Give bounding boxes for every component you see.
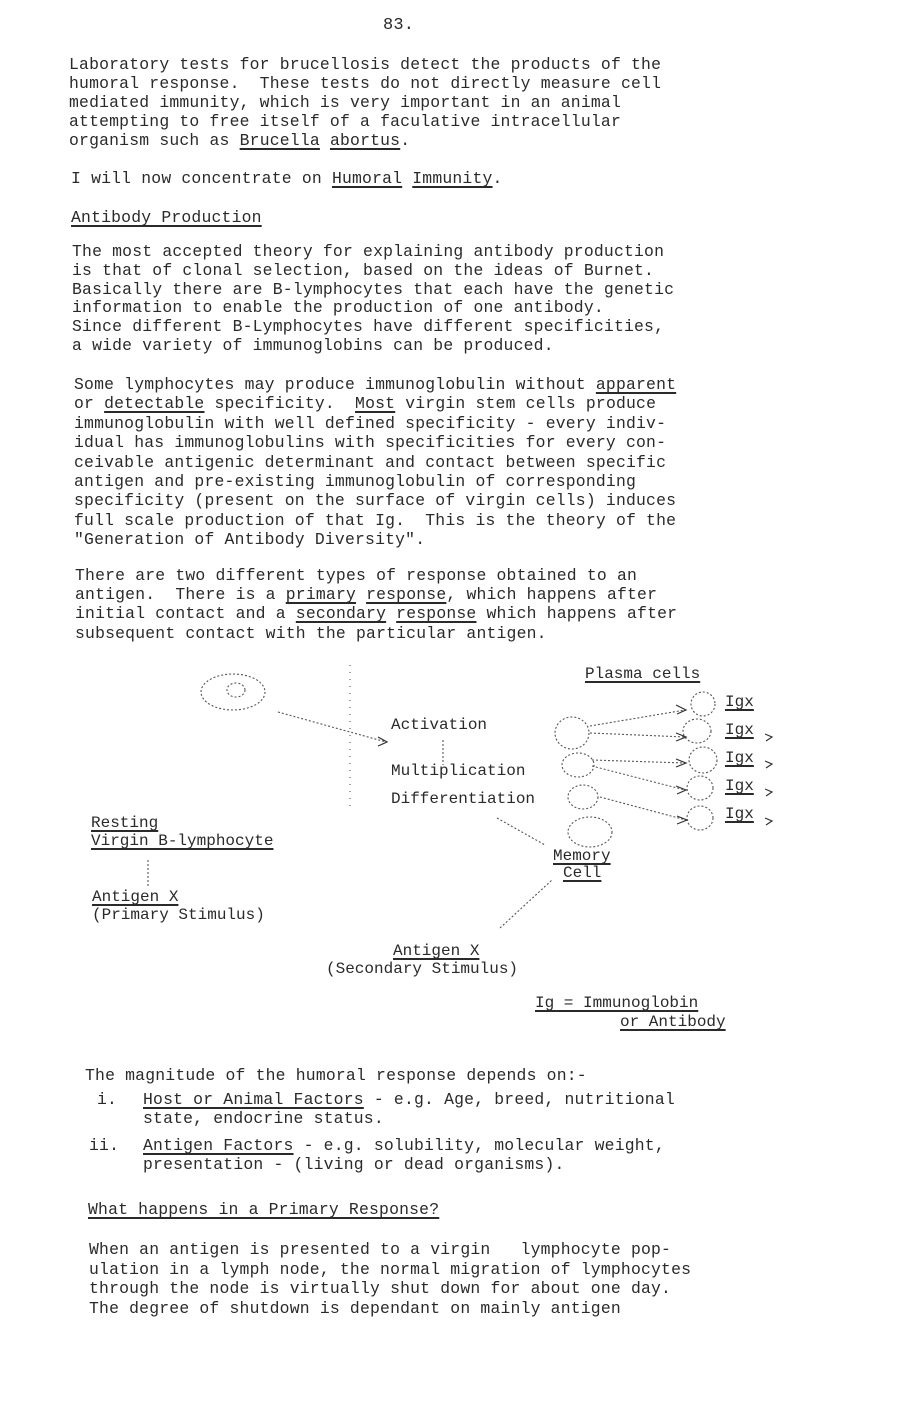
text-line: information to enable the production of one antibody.: [72, 298, 604, 318]
underlined-text: apparent: [595, 375, 677, 394]
text-line: specificity (present on the surface of virgin cells) induces: [74, 491, 677, 511]
paragraph-primary-response: [89, 1240, 691, 1318]
igx-output-1: Igx: [725, 693, 754, 711]
paragraph-response-types: [75, 566, 677, 643]
paragraph-humoral-immunity: [71, 169, 503, 188]
text-line: initial contact and a secondary response which happens after: [75, 604, 678, 624]
text-line: "Generation of Antibody Diversity".: [74, 530, 426, 550]
igx-output-4: Igx: [725, 777, 754, 795]
text-line: humoral response. These tests do not directly measure cell: [69, 74, 662, 93]
text-line: The magnitude of the humoral response depends on:-: [85, 1066, 587, 1085]
list-marker: ii.: [89, 1136, 120, 1155]
text-line: Laboratory tests for brucellosis detect the products of the: [69, 55, 662, 74]
paragraph-magnitude: [85, 1066, 587, 1085]
memory-label: Memory: [553, 847, 611, 865]
page-number: 83.: [383, 16, 415, 35]
stage-activation: Activation: [391, 716, 488, 734]
underlined-text: Most: [355, 394, 396, 414]
text-line: organism such as Brucella abortus.: [69, 131, 411, 150]
list-item: [143, 1136, 665, 1174]
text-line: idual has immunoglobulins with specificities for every con-: [74, 433, 667, 453]
memory-cell-icon: [568, 817, 612, 847]
stage-multiplication: Multiplication: [391, 762, 526, 780]
text-line: When an antigen is presented to a virgin lymphocyte pop-: [89, 1240, 672, 1259]
text-line: state, endocrine status.: [143, 1109, 384, 1128]
underlined-text: Host or Animal Factors: [143, 1090, 364, 1109]
text-line: antigen and pre-existing immunoglobulin of corresponding: [74, 472, 637, 492]
secondary-stimulus-label: (Secondary Stimulus): [326, 960, 519, 978]
underlined-text: Humoral: [331, 169, 403, 188]
list-item: [143, 1090, 675, 1128]
underlined-text: response: [396, 604, 477, 624]
heading-antibody-production: Antibody Production: [71, 208, 262, 227]
stage-differentiation: Differentiation: [391, 790, 536, 808]
text-line: Since different B-Lymphocytes have different specificities,: [72, 317, 665, 337]
paragraph-antibody-diversity: [74, 375, 676, 550]
text-line: presentation - (living or dead organisms).: [143, 1155, 565, 1174]
text-line: ceivable antigenic determinant and contact between specific: [74, 452, 667, 472]
virgin-b-lymphocyte-label: Virgin B-lymphocyte: [91, 832, 274, 850]
text-line: There are two different types of response obtained to an: [75, 566, 638, 585]
plasma-cells-label: Plasma cells: [585, 665, 701, 683]
underlined-text: abortus: [329, 131, 401, 150]
underlined-text: detectable: [104, 394, 205, 414]
text-line: Host or Animal Factors - e.g. Age, breed, nutritional: [143, 1090, 675, 1109]
antigen-x-secondary-label: Antigen X: [393, 942, 480, 960]
virgin-lymphocyte-cell-icon: [201, 674, 265, 710]
underlined-text: Immunity: [412, 169, 493, 188]
text-line: antigen. There is a primary response, which happens after: [75, 585, 658, 605]
igx-output-5: Igx: [725, 805, 754, 823]
text-line: mediated immunity, which is very important in an animal: [69, 93, 621, 112]
text-line: Antigen Factors - e.g. solubility, molecular weight,: [143, 1136, 665, 1155]
text-line: Some lymphocytes may produce immunoglobulin without apparent: [74, 375, 677, 394]
cell-label: Cell: [563, 864, 602, 882]
ig-legend-line1: Ig = Immunoglobin: [535, 994, 699, 1012]
list-marker: i.: [97, 1090, 118, 1109]
text-line: is that of clonal selection, based on the ideas of Burnet.: [72, 260, 655, 280]
text-line: attempting to free itself of a faculative intracellular: [69, 112, 621, 131]
underlined-text: response: [366, 585, 447, 605]
text-line: The most accepted theory for explaining antibody production: [72, 242, 665, 261]
text-line: Basically there are B-lymphocytes that each have the genetic: [72, 279, 675, 299]
underlined-text: Antigen Factors: [143, 1136, 294, 1155]
text-line: full scale production of that Ig. This is the theory of the: [74, 510, 677, 530]
paragraph-clonal-selection: [72, 243, 674, 356]
text-line: subsequent contact with the particular antigen.: [75, 623, 547, 643]
ig-legend-line2: or Antibody: [620, 1013, 726, 1031]
primary-stimulus-label: (Primary Stimulus): [92, 906, 265, 924]
antigen-x-primary-label: Antigen X: [92, 888, 179, 906]
resting-label: Resting: [91, 814, 159, 832]
igx-output-3: Igx: [725, 749, 754, 767]
text-line: through the node is virtually shut down for about one day.: [89, 1279, 672, 1298]
underlined-text: primary: [285, 585, 357, 605]
underlined-text: Brucella: [239, 131, 320, 150]
text-line: I will now concentrate on Humoral Immunity.: [71, 169, 503, 188]
paragraph-brucellosis-tests: [69, 55, 661, 150]
text-line: ulation in a lymph node, the normal migration of lymphocytes: [89, 1259, 692, 1279]
heading-primary-response: What happens in a Primary Response?: [88, 1200, 440, 1219]
igx-output-2: Igx: [725, 721, 754, 739]
text-line: immunoglobulin with well defined specificity - every indiv-: [74, 413, 667, 433]
text-line: or detectable specificity. Most virgin stem cells produce: [74, 394, 657, 414]
clonal-selection-diagram: [0, 650, 900, 1050]
text-line: The degree of shutdown is dependant on mainly antigen: [89, 1298, 621, 1318]
text-line: a wide variety of immunoglobins can be produced.: [72, 335, 554, 355]
underlined-text: secondary: [295, 604, 387, 624]
